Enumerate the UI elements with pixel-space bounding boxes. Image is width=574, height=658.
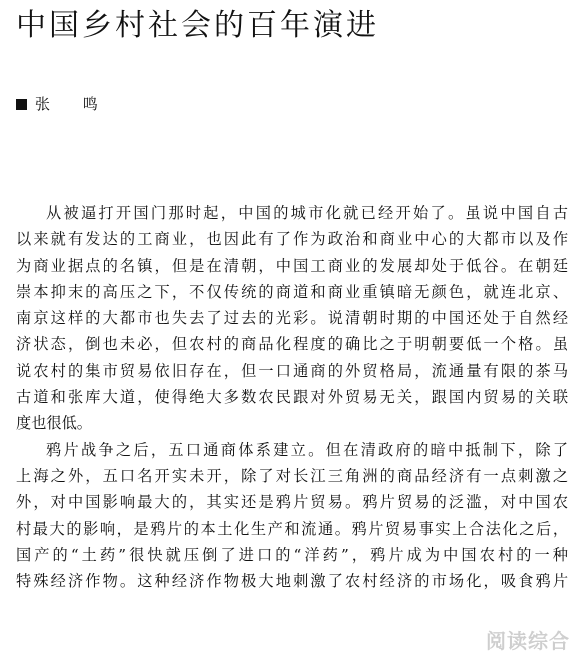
article-body	[16, 200, 568, 594]
author-name: 张 鸣	[35, 95, 112, 113]
text-line: 从被逼打开国门那时起，中国的城市化就已经开始了。虽说中国自古	[46, 204, 568, 222]
text-line: 鸦片战争之后，五口通商体系建立。但在清政府的暗中抵制下，除了	[46, 440, 568, 459]
text-line: 古道和张库大道，使得绝大多数农民跟对外贸易无关，跟国内贸易的关联	[16, 388, 568, 407]
text-line: 以来就有发达的工商业，也因此有了作为政治和商业中心的大都市以及作	[16, 230, 568, 249]
watermark: 阅读综合	[486, 629, 570, 653]
text-line: 济状态，倒也未必，但农村的商品化程度的确比之于明朝要低一个格。虽	[16, 335, 568, 354]
paragraph-2	[16, 437, 568, 595]
text-line: 为商业据点的名镇，但是在清朝，中国工商业的发展却处于低谷。在朝廷	[16, 256, 568, 275]
text-line: 村最大的影响，是鸦片的本土化生产和流通。鸦片贸易事实上合法化之后，	[16, 519, 568, 538]
text-line: 特殊经济作物。这种经济作物极大地刺激了农村经济的市场化，吸食鸦片	[16, 572, 568, 591]
text-line: 上海之外，五口名开实未开，除了对长江三角洲的商品经济有一点刺激之	[16, 466, 568, 485]
author-bullet-icon	[16, 99, 27, 110]
article-author	[16, 94, 112, 114]
paragraph-1	[16, 200, 568, 437]
text-line: 南京这样的大都市也失去了过去的光彩。说清朝时期的中国还处于自然经	[16, 309, 568, 328]
text-line: 国产的“土药”很快就压倒了进口的“洋药”，鸦片成为中国农村的一种	[16, 545, 568, 564]
text-line: 度也很低。	[16, 414, 92, 433]
article-title: 中国乡村社会的百年演进	[16, 8, 379, 43]
text-line: 外，对中国影响最大的，其实还是鸦片贸易。鸦片贸易的泛滥，对中国农	[16, 493, 568, 512]
text-line: 崇本抑末的高压之下，不仅传统的商道和商业重镇暗无颜色，就连北京、	[16, 282, 568, 301]
text-line: 说农村的集市贸易依旧存在，但一口通商的外贸格局，流通量有限的茶马	[16, 361, 568, 380]
